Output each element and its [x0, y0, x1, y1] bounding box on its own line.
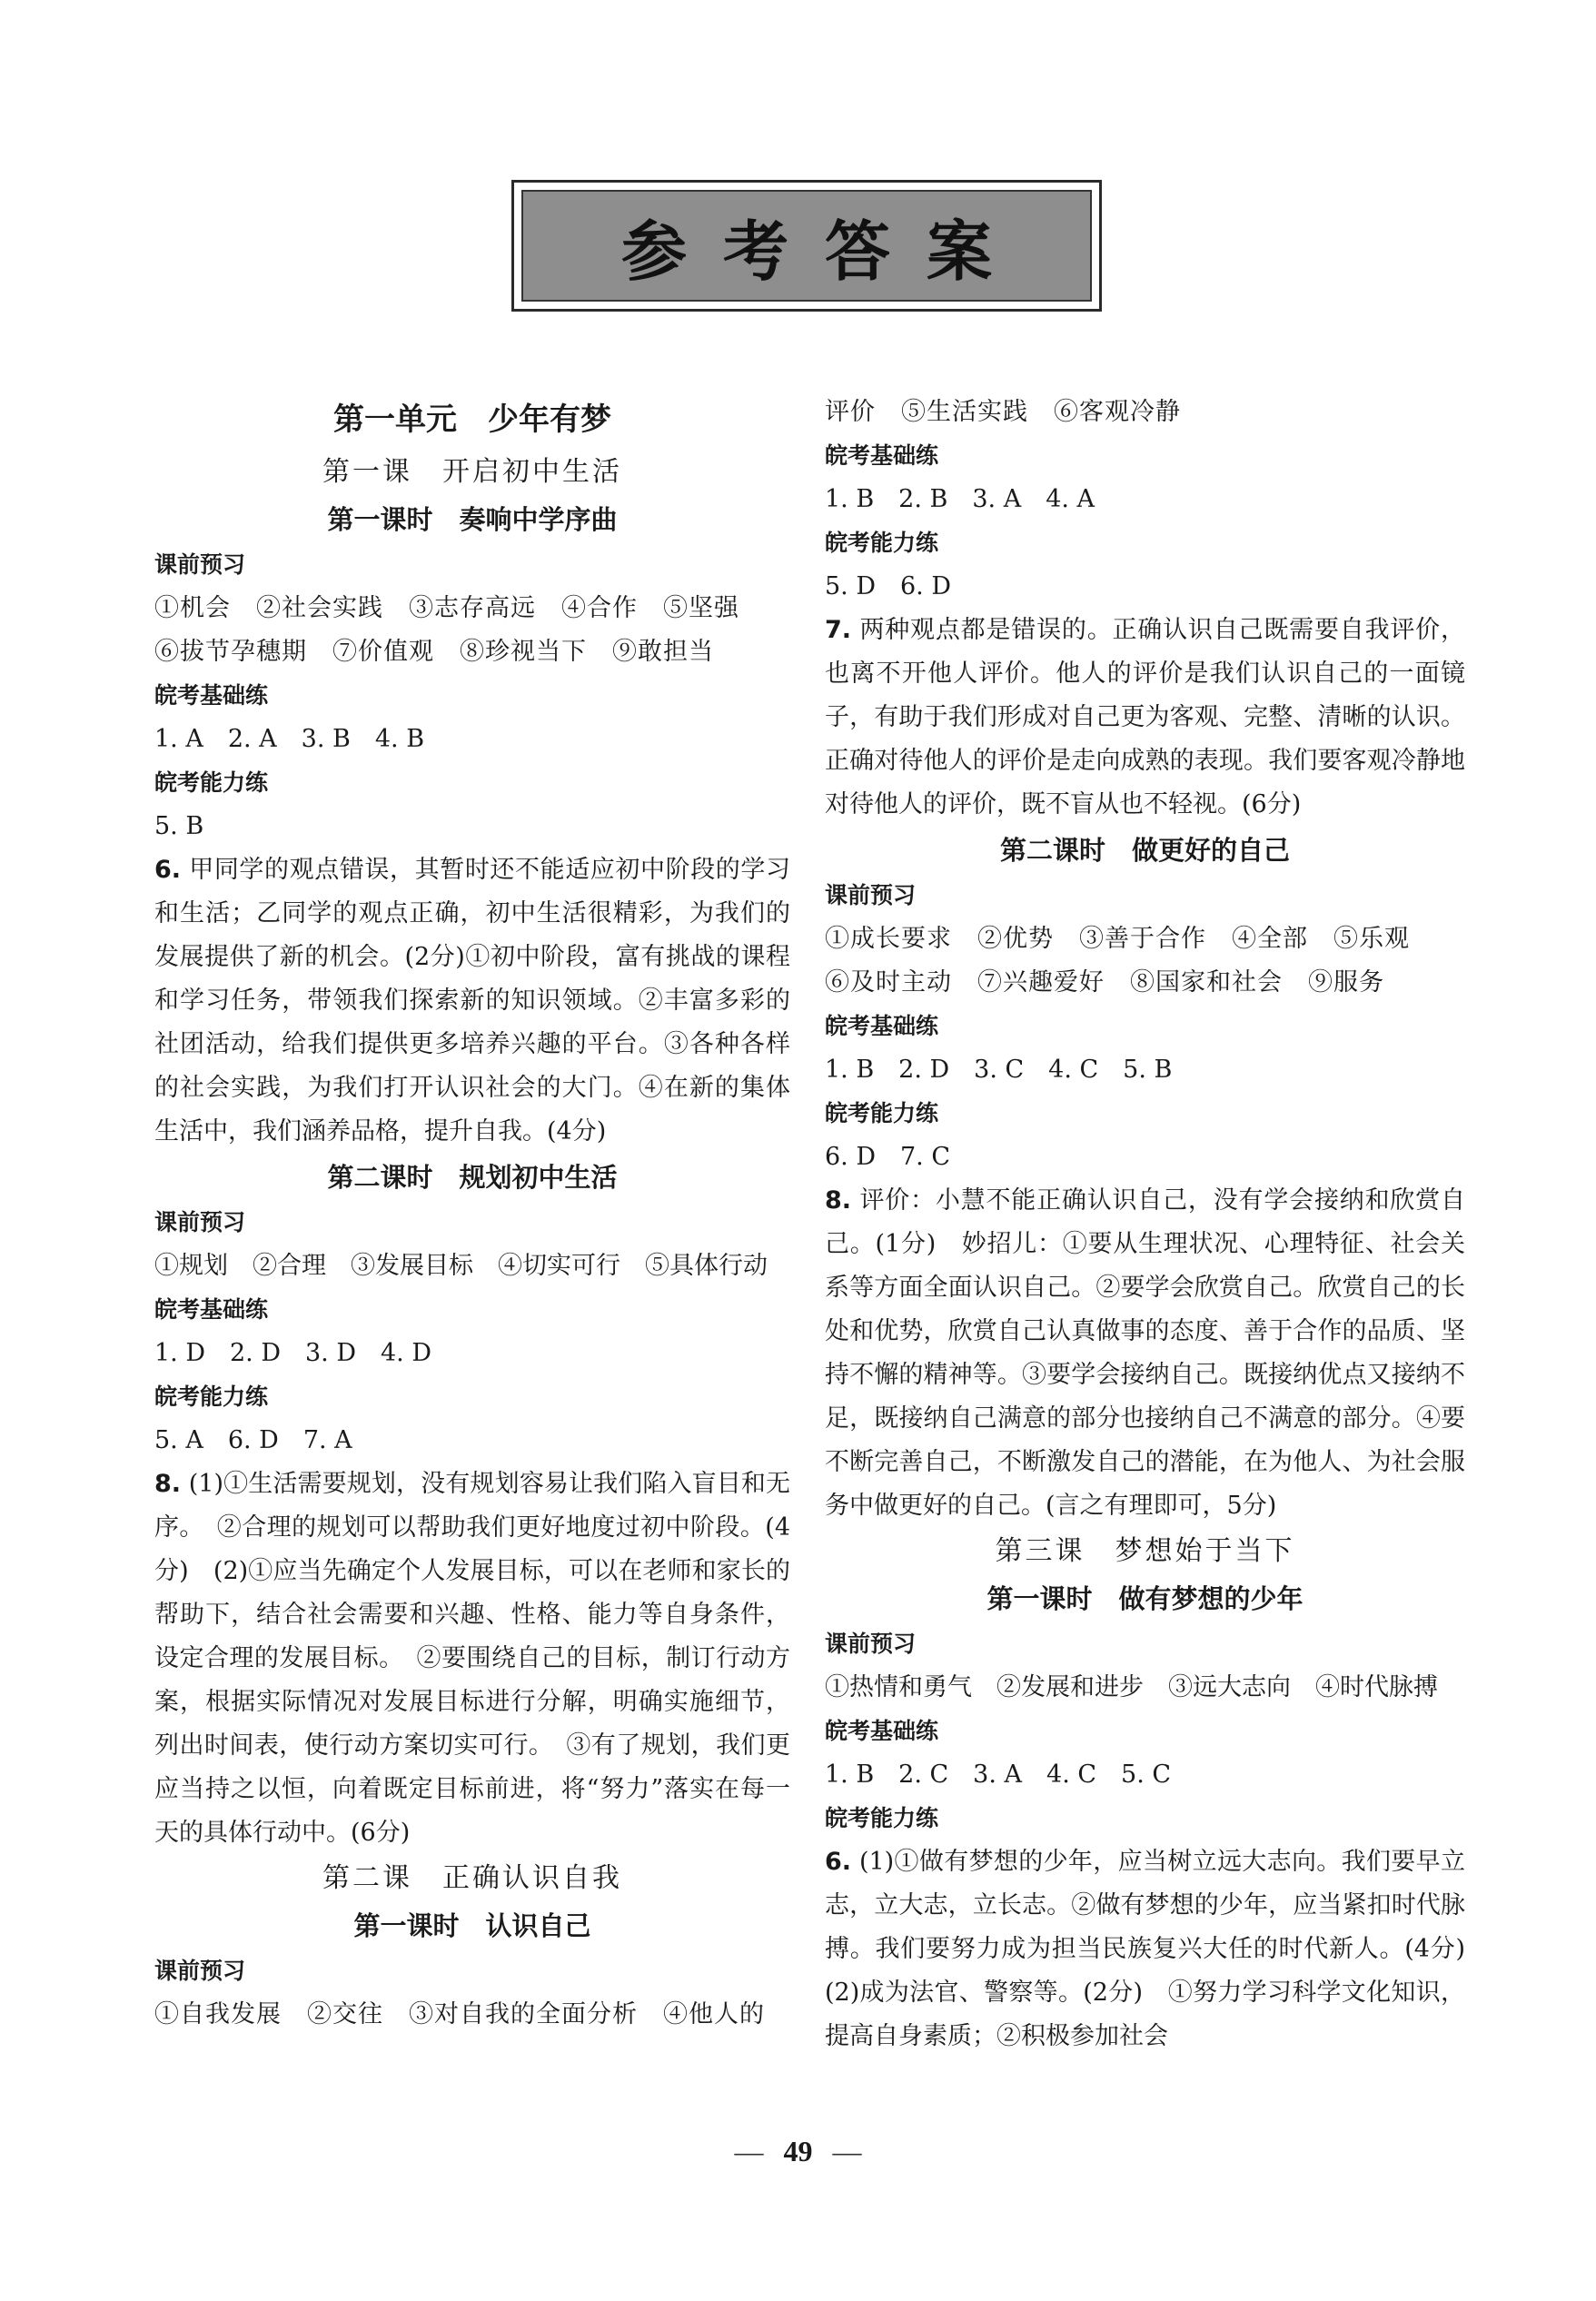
choice-answers: 1. A 2. A 3. B 4. B: [154, 725, 425, 753]
section-label: 课前预习: [825, 882, 917, 908]
question-number: 7.: [825, 616, 852, 644]
page-number: [0, 2135, 1596, 2168]
answer-paragraph: [825, 1179, 1465, 1528]
section-label: 皖考能力练: [154, 769, 269, 796]
section-label: 课前预习: [154, 1209, 246, 1235]
period-heading: 第二课时 规划初中生活: [327, 1162, 618, 1193]
section-label: 皖考能力练: [825, 1100, 939, 1126]
page-number-dash-left: —: [734, 2135, 764, 2167]
title-banner: [511, 180, 1102, 312]
preview-answers-continued: 评价 ⑤生活实践 ⑥客观冷静: [825, 398, 1181, 426]
lesson-heading: 第一课 开启初中生活: [322, 456, 622, 488]
section-label: 课前预习: [154, 1958, 246, 1984]
section-label: 皖考基础练: [825, 1718, 939, 1744]
page-number-dash-right: —: [832, 2135, 862, 2167]
choice-answers: 5. D 6. D: [825, 572, 951, 600]
section-label: 课前预习: [154, 551, 246, 578]
answer-text: (1)①做有梦想的少年，应当树立远大志向。我们要早立志，立大志，立长志。②做有梦想的少年，应当紧扣时代脉搏。我们要努力成为担当民族复兴大任的时代新人。(4分) (2)成为法官、警察等。(2分) ①努力学习科学文化知识，提高自身素质；②积极参加社会: [825, 1848, 1490, 2050]
title-banner-inner: [521, 190, 1092, 302]
preview-answers: ⑥拔节孕穗期 ⑦价值观 ⑧珍视当下 ⑨敢担当: [154, 638, 714, 666]
answer-text: 两种观点都是错误的。正确认识自己既需要自我评价，也离不开他人评价。他人的评价是我们认识自己的一面镜子，有助于我们形成对自己更为客观、完整、清晰的认识。正确对待他人的评价是走向成熟的表现。我们要客观冷静地对待他人的评价，既不盲从也不轻视。(6分): [825, 616, 1465, 818]
choice-answers: 6. D 7. C: [825, 1143, 950, 1171]
period-heading: 第二课时 做更好的自己: [999, 835, 1290, 866]
preview-answers: ①自我发展 ②交往 ③对自我的全面分析 ④他人的: [154, 2000, 765, 2028]
unit-heading: 第一单元 少年有梦: [333, 402, 611, 438]
question-number: 6.: [825, 1848, 852, 1876]
choice-answers: 1. B 2. D 3. C 4. C 5. B: [825, 1056, 1173, 1084]
preview-answers: ⑥及时主动 ⑦兴趣爱好 ⑧国家和社会 ⑨服务: [825, 968, 1384, 997]
period-heading: 第一课时 做有梦想的少年: [986, 1583, 1304, 1614]
question-number: 8.: [154, 1470, 182, 1498]
section-label: 皖考基础练: [825, 1013, 939, 1039]
question-number: 6.: [154, 856, 182, 884]
section-label: 皖考能力练: [154, 1384, 269, 1410]
period-heading: 第一课时 认识自己: [353, 1910, 591, 1941]
section-label: 皖考基础练: [154, 1296, 269, 1323]
section-label: 皖考能力练: [825, 1805, 939, 1831]
section-label: 皖考能力练: [825, 530, 939, 556]
page-title: 参考答案: [620, 213, 1028, 290]
right-column: [825, 391, 1490, 2058]
answer-text: (1)①生活需要规划，没有规划容易让我们陷入盲目和无序。 ②合理的规划可以帮助我们更好地度过初中阶段。(4分) (2)①应当先确定个人发展目标，可以在老师和家长的帮助下，结合社会需要和兴趣、性格、能力等自身条件，设定合理的发展目标。 ②要围绕自己的目标，制订行动方案，根据实际情况对发展目标进行分解，明确实施细节，列出时间表，使行动方案切实可行。 ③有了规划，我们更应当持之以恒，向着既定目标前进，将“努力”落实在每一天的具体行动中。(6分): [154, 1470, 790, 1847]
lesson-heading: 第三课 梦想始于当下: [995, 1535, 1295, 1567]
answer-paragraph: [154, 848, 790, 1154]
choice-answers: 5. B: [154, 812, 204, 840]
answer-paragraph: [825, 1840, 1490, 2058]
period-heading: 第一课时 奏响中学序曲: [327, 504, 618, 535]
preview-answers: ①规划 ②合理 ③发展目标 ④切实可行 ⑤具体行动: [154, 1252, 768, 1280]
lesson-heading: 第二课 正确认识自我: [322, 1862, 622, 1894]
left-column: [154, 391, 790, 2037]
answer-text: 甲同学的观点错误，其暂时还不能适应初中阶段的学习和生活；乙同学的观点正确，初中生活很精彩，为我们的发展提供了新的机会。(2分)①初中阶段，富有挑战的课程和学习任务，带领我们探索新的知识领域。②丰富多彩的社团活动，给我们提供更多培养兴趣的平台。③各种各样的社会实践，为我们打开认识社会的大门。④在新的集体生活中，我们涵养品格，提升自我。(4分): [154, 856, 790, 1146]
choice-answers: 1. B 2. C 3. A 4. C 5. C: [825, 1760, 1172, 1789]
preview-answers: ①机会 ②社会实践 ③志存高远 ④合作 ⑤坚强: [154, 594, 739, 622]
choice-answers: 1. B 2. B 3. A 4. A: [825, 485, 1095, 513]
answer-text: 评价：小慧不能正确认识自己，没有学会接纳和欣赏自己。(1分) 妙招儿：①要从生理状况、心理特征、社会关系等方面全面认识自己。②要学会欣赏自己。欣赏自己的长处和优势，欣赏自己认真做事的态度、善于合作的品质、坚持不懈的精神等。③要学会接纳自己。既接纳优点又接纳不足，既接纳自己满意的部分也接纳自己不满意的部分。④要不断完善自己，不断激发自己的潜能，在为他人、为社会服务中做更好的自己。(言之有理即可，5分): [825, 1186, 1465, 1520]
section-label: 课前预习: [825, 1631, 917, 1657]
answer-paragraph: [825, 609, 1465, 827]
section-label: 皖考基础练: [825, 442, 939, 469]
page-number-value: 49: [783, 2135, 813, 2167]
choice-answers: 1. D 2. D 3. D 4. D: [154, 1339, 431, 1367]
section-label: 皖考基础练: [154, 682, 269, 709]
answer-paragraph: [154, 1463, 790, 1855]
preview-answers: ①成长要求 ②优势 ③善于合作 ④全部 ⑤乐观: [825, 925, 1410, 953]
choice-answers: 5. A 6. D 7. A: [154, 1426, 352, 1454]
question-number: 8.: [825, 1186, 852, 1215]
preview-answers: ①热情和勇气 ②发展和进步 ③远大志向 ④时代脉搏: [825, 1673, 1438, 1701]
